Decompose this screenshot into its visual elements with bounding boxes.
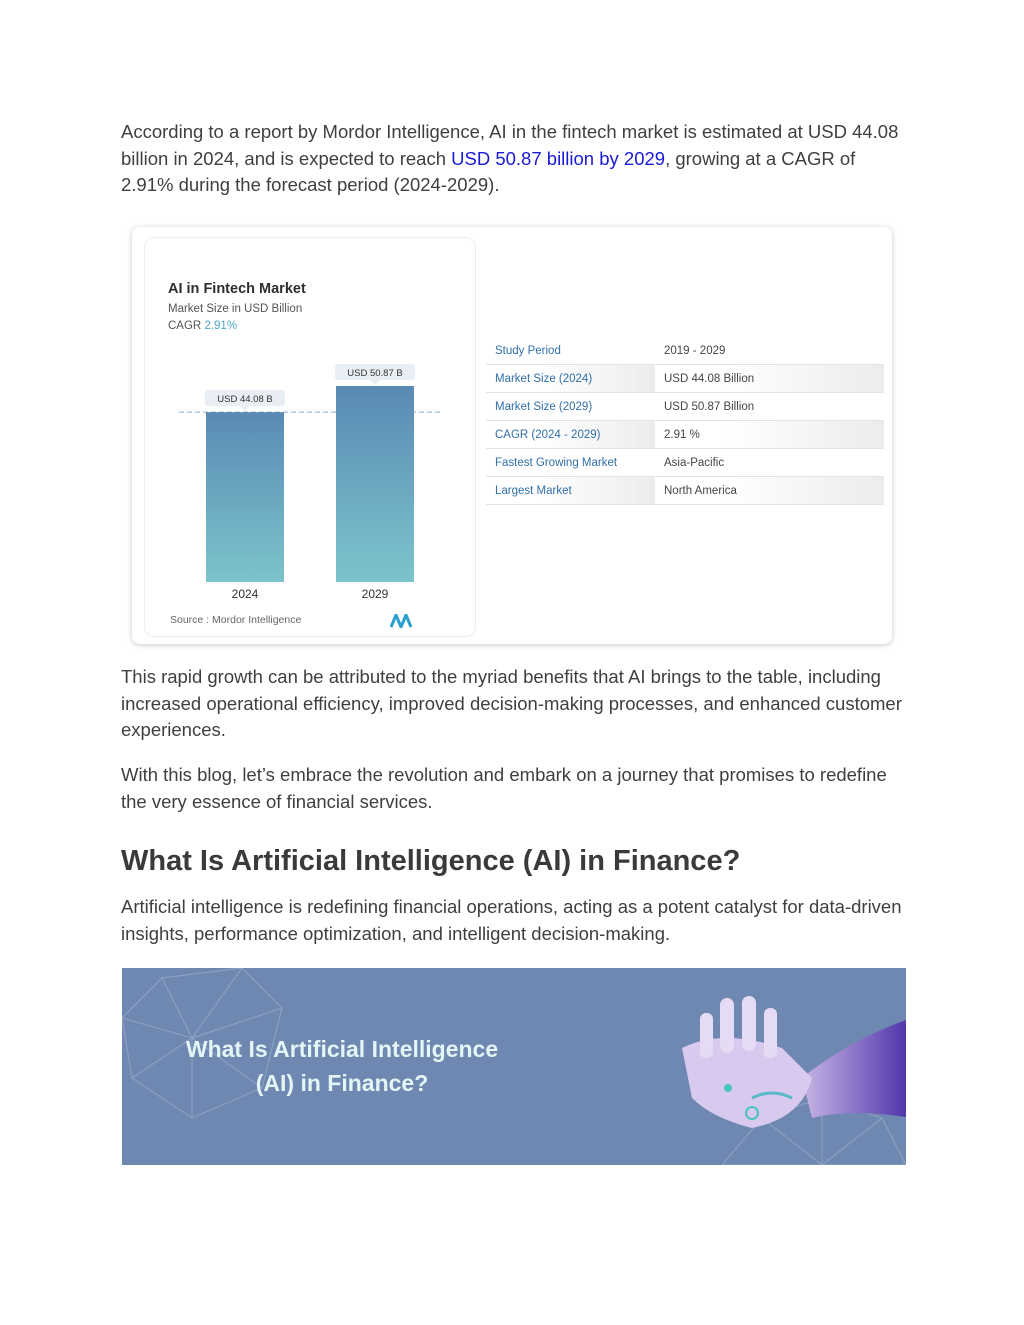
stats-row [486,393,884,421]
stats-label: Largest Market [486,477,655,505]
value-label: USD 50.87 B [347,368,403,379]
chart-subtitle: Market Size in USD Billion [168,303,303,315]
market-stats-table [486,337,884,505]
chart-source: Source : Mordor Intelligence [170,614,302,626]
chart-title: AI in Fintech Market [168,281,306,297]
stats-row [486,365,884,393]
cagr-label: CAGR [168,320,202,332]
stats-label: Fastest Growing Market [486,449,655,477]
banner-title-line1: What Is Artificial Intelligence [185,1036,499,1062]
section-heading: What Is Artificial Intelligence (AI) in Finance? [121,845,741,877]
bar-2024 [206,412,284,582]
stats-value: North America [655,477,884,505]
stats-row [486,337,884,365]
market-size-link[interactable]: USD 50.87 billion by 2029 [451,147,666,169]
stats-value: USD 44.08 Billion [655,365,884,393]
stats-label: Market Size (2024) [486,365,655,393]
category-label: 2029 [361,587,389,601]
blog-intro-paragraph: With this blog, let’s embrace the revolution and embark on a journey that promises to redefine the very essence of financial services. [121,764,887,812]
growth-paragraph: This rapid growth can be attributed to the myriad benefits that AI brings to the table, including increased operational efficiency, improved decision-making processes, and enhanced customer experiences. [121,666,902,740]
banner-title [122,1032,562,1100]
stats-value: Asia-Pacific [655,449,884,477]
mordor-logo-icon [390,614,414,628]
definition-paragraph: Artificial intelligence is redefining financial operations, acting as a potent catalyst for data-driven insights, performance optimization, and intelligent decision-making. [121,896,902,944]
stats-value: 2019 - 2029 [655,337,884,365]
stats-label: CAGR (2024 - 2029) [486,421,655,449]
value-label: USD 44.08 B [217,394,273,406]
intro-paragraph [121,119,911,199]
bar-chart [144,357,474,617]
robot-hand-icon [552,968,906,1165]
cagr-value: 2.91% [204,320,238,332]
intro-text: According to a report by Mordor Intelligence, AI in the fintech market is estimated at USD 44.08 billion in 2024, and is expected to reach [121,121,899,169]
value-label-pointer [370,380,380,385]
stats-row [486,477,884,505]
article-banner-image [122,968,906,1165]
stats-label: Study Period [486,337,655,365]
chart-cagr [168,320,237,332]
stats-label: Market Size (2029) [486,393,655,421]
bar-2029 [336,386,414,582]
value-label-pointer [240,406,250,411]
stats-row [486,421,884,449]
category-label: 2024 [231,587,259,601]
banner-title-line2: (AI) in Finance? [255,1070,429,1096]
stats-row [486,449,884,477]
market-infographic [132,227,892,644]
stats-value: USD 50.87 Billion [655,393,884,421]
intro-text-end: , growing at a CAGR of 2.91% during the forecast period (2024-2029). [121,147,856,195]
stats-value: 2.91 % [655,421,884,449]
